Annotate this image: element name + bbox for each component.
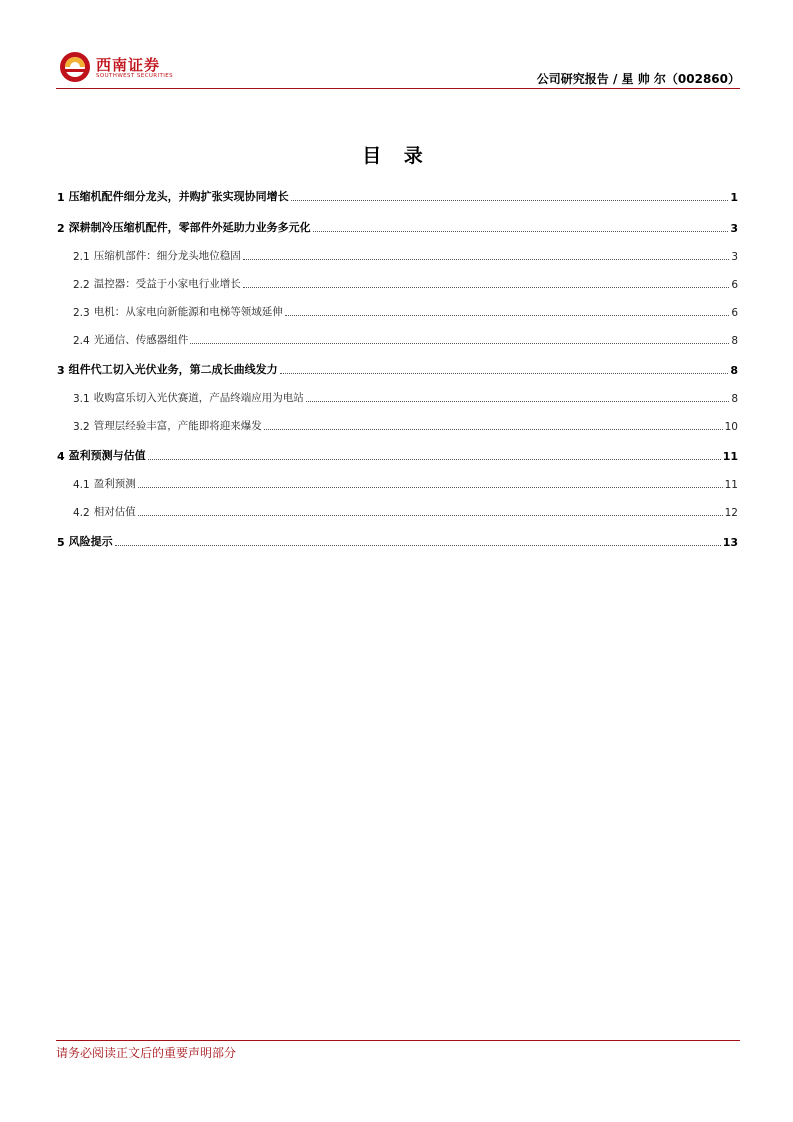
toc-entry-number: 5 (57, 536, 65, 549)
toc-entry-number: 1 (57, 191, 65, 204)
toc-leader-dots (115, 544, 721, 546)
toc-subentry[interactable] (73, 301, 738, 319)
toc-leader-dots (243, 258, 730, 260)
toc-entry-number: 4 (57, 450, 65, 463)
logo-text: 西南证券 (96, 56, 161, 74)
logo-subtitle: SOUTHWEST SECURITIES (96, 73, 174, 79)
toc-entry-title: 深耕制冷压缩机配件，零部件外延助力业务多元化 (68, 221, 311, 234)
toc-entry-page: 6 (731, 279, 738, 291)
toc-entry-title: 压缩机部件：细分龙头地位稳固 (93, 250, 241, 262)
toc-entry-page: 11 (724, 479, 738, 491)
toc-entry[interactable] (57, 445, 738, 463)
header-divider (56, 88, 740, 89)
page-title: 目 录 (362, 145, 431, 167)
toc-subentry[interactable] (73, 329, 738, 347)
toc-leader-dots (285, 314, 730, 316)
toc-subentry[interactable] (73, 501, 738, 519)
toc-entry-title: 电机：从家电向新能源和电梯等领域延伸 (93, 306, 283, 318)
toc-entry-page: 8 (731, 335, 738, 347)
toc-entry-number: 2.3 (73, 307, 90, 319)
toc-entry-title: 盈利预测 (93, 478, 136, 490)
toc-entry[interactable] (57, 217, 738, 235)
toc-entry-title: 相对估值 (93, 506, 136, 518)
toc-entry-number: 3.1 (73, 393, 90, 405)
toc-leader-dots (138, 514, 723, 516)
toc-entry-title: 收购富乐切入光伏赛道，产品终端应用为电站 (93, 392, 304, 404)
toc-entry-title: 组件代工切入光伏业务，第二成长曲线发力 (68, 363, 278, 376)
toc-entry-page: 1 (730, 191, 738, 204)
company-logo (56, 48, 186, 88)
toc-leader-dots (138, 486, 723, 488)
toc-subentry[interactable] (73, 387, 738, 405)
logo-emblem-icon (58, 50, 92, 84)
toc-entry-title: 光通信、传感器组件 (93, 334, 189, 346)
toc-entry-number: 3 (57, 364, 65, 377)
toc-entry-page: 11 (722, 450, 738, 463)
toc-leader-dots (313, 230, 729, 232)
toc-entry-number: 3.2 (73, 421, 90, 433)
toc-entry-page: 12 (724, 507, 738, 519)
toc-subentry[interactable] (73, 473, 738, 491)
toc-leader-dots (243, 286, 730, 288)
toc-entry-number: 4.1 (73, 479, 90, 491)
toc-leader-dots (291, 199, 729, 201)
toc-leader-dots (280, 372, 729, 374)
toc-entry-title: 压缩机配件细分龙头，并购扩张实现协同增长 (68, 190, 289, 203)
page-header (56, 44, 740, 90)
toc-leader-dots (190, 342, 729, 344)
toc-entry-number: 2.2 (73, 279, 90, 291)
toc-entry-page: 6 (731, 307, 738, 319)
toc-leader-dots (306, 400, 730, 402)
toc-entry-number: 2.4 (73, 335, 90, 347)
toc-leader-dots (148, 458, 721, 460)
toc-entry-page: 3 (730, 222, 738, 235)
toc-entry-number: 2.1 (73, 251, 90, 263)
toc-entry-number: 2 (57, 222, 65, 235)
toc-entry-title: 温控器：受益于小家电行业增长 (93, 278, 241, 290)
toc-entry-page: 3 (731, 251, 738, 263)
toc-entry-page: 13 (722, 536, 738, 549)
toc-entry-page: 8 (730, 364, 738, 377)
toc-entry[interactable] (57, 359, 738, 377)
toc-entry-number: 4.2 (73, 507, 90, 519)
toc-subentry[interactable] (73, 415, 738, 433)
toc-entry[interactable] (57, 531, 738, 549)
toc-entry[interactable] (57, 186, 738, 204)
footer-disclaimer: 请务必阅读正文后的重要声明部分 (56, 1046, 237, 1060)
toc-leader-dots (264, 428, 723, 430)
toc-entry-title: 管理层经验丰富，产能即将迎来爆发 (93, 420, 262, 432)
toc-subentry[interactable] (73, 245, 738, 263)
footer-divider (56, 1040, 740, 1041)
toc-entry-title: 风险提示 (68, 535, 113, 548)
report-label: 公司研究报告 / 星 帅 尔（002860） (536, 72, 740, 86)
toc-entry-title: 盈利预测与估值 (68, 449, 146, 462)
toc-entry-page: 8 (731, 393, 738, 405)
toc-subentry[interactable] (73, 273, 738, 291)
toc-entry-page: 10 (724, 421, 738, 433)
